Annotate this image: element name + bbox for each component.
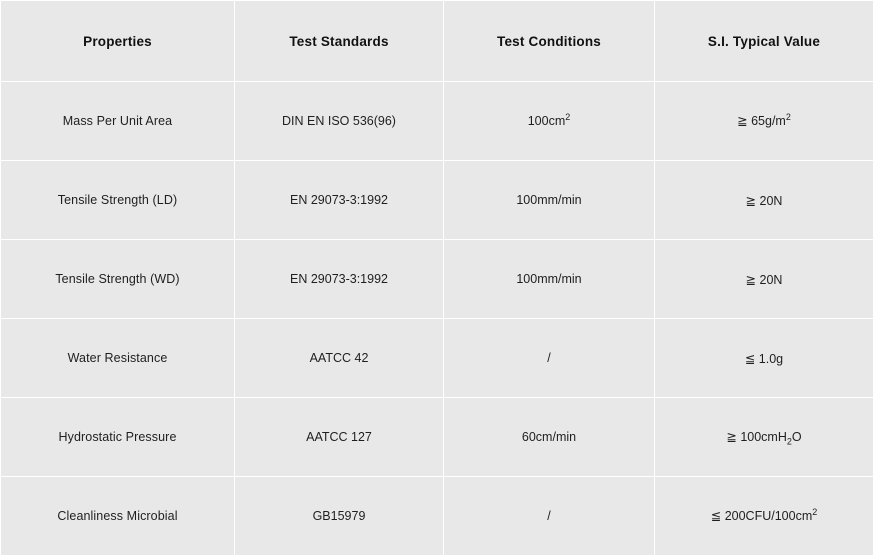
cell-value: ≧ 20N xyxy=(655,161,873,240)
cell-property: Tensile Strength (LD) xyxy=(1,161,235,240)
cell-condition: / xyxy=(444,477,655,556)
table-row xyxy=(1,161,873,240)
cell-standard: EN 29073-3:1992 xyxy=(235,161,444,240)
cell-property: Cleanliness Microbial xyxy=(1,477,235,556)
table-body xyxy=(1,82,873,556)
table-row xyxy=(1,398,873,477)
column-header-properties: Properties xyxy=(1,1,235,82)
cell-value: ≧ 20N xyxy=(655,240,873,319)
cell-condition xyxy=(444,82,655,161)
table-row xyxy=(1,240,873,319)
cell-value-superscript: 2 xyxy=(786,112,791,122)
cell-condition: 100mm/min xyxy=(444,161,655,240)
cell-value-superscript: 2 xyxy=(812,507,817,517)
cell-value-text: ≧ 65g/m xyxy=(737,114,786,128)
column-header-typical-value: S.I. Typical Value xyxy=(655,1,873,82)
cell-standard: AATCC 42 xyxy=(235,319,444,398)
cell-value-suffix: O xyxy=(792,430,802,444)
table-row xyxy=(1,82,873,161)
cell-condition-superscript: 2 xyxy=(565,112,570,122)
cell-condition: / xyxy=(444,319,655,398)
cell-value xyxy=(655,82,873,161)
cell-value-subscript: 2 xyxy=(787,436,792,446)
table-row xyxy=(1,319,873,398)
cell-standard: GB15979 xyxy=(235,477,444,556)
table-header xyxy=(1,1,873,82)
cell-value-text: ≧ 100cmH xyxy=(726,430,787,444)
cell-property: Water Resistance xyxy=(1,319,235,398)
column-header-test-conditions: Test Conditions xyxy=(444,1,655,82)
cell-value: ≦ 1.0g xyxy=(655,319,873,398)
cell-property: Tensile Strength (WD) xyxy=(1,240,235,319)
cell-standard: AATCC 127 xyxy=(235,398,444,477)
cell-value xyxy=(655,398,873,477)
cell-condition: 100mm/min xyxy=(444,240,655,319)
cell-value xyxy=(655,477,873,556)
table-header-row xyxy=(1,1,873,82)
cell-value-text: ≦ 200CFU/100cm xyxy=(711,509,812,523)
cell-property: Mass Per Unit Area xyxy=(1,82,235,161)
cell-property: Hydrostatic Pressure xyxy=(1,398,235,477)
column-header-test-standards: Test Standards xyxy=(235,1,444,82)
cell-standard: DIN EN ISO 536(96) xyxy=(235,82,444,161)
cell-condition-text: 100cm xyxy=(528,114,566,128)
table-row xyxy=(1,477,873,556)
cell-standard: EN 29073-3:1992 xyxy=(235,240,444,319)
cell-condition: 60cm/min xyxy=(444,398,655,477)
